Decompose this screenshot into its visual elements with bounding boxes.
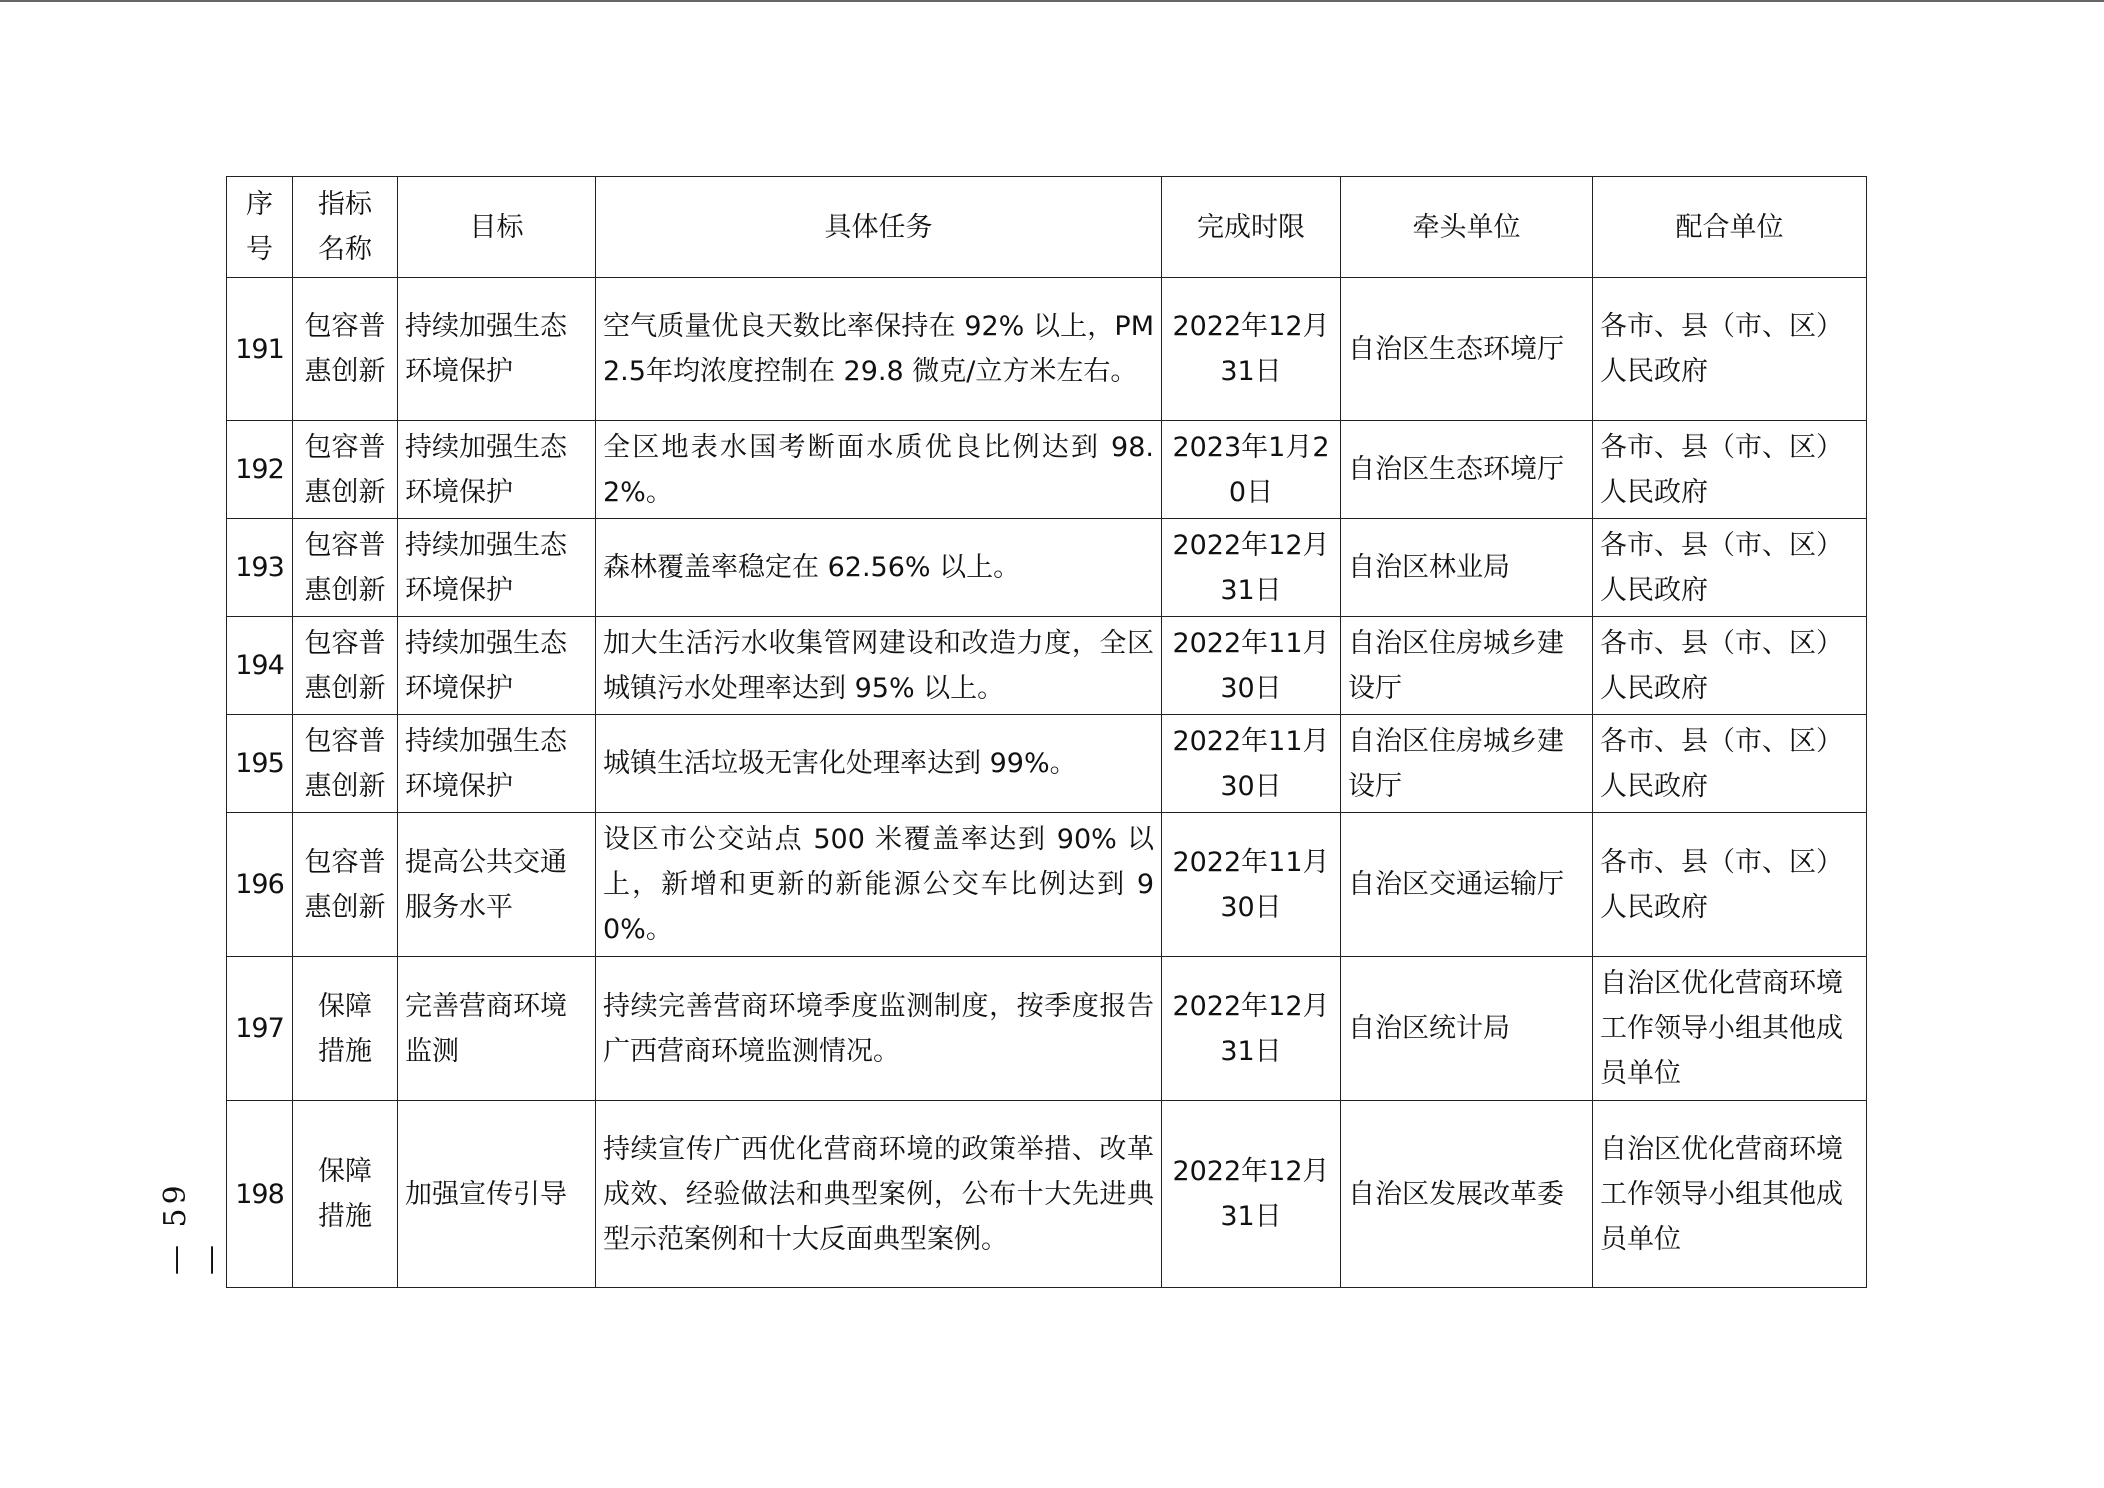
row-goal: 持续加强生态环境保护 xyxy=(398,421,596,519)
row-cooperate: 各市、县（市、区）人民政府 xyxy=(1593,519,1867,617)
row-cooperate: 各市、县（市、区）人民政府 xyxy=(1593,421,1867,519)
table-row xyxy=(227,278,1867,421)
table-row xyxy=(227,519,1867,617)
row-indicator: 包容普惠创新 xyxy=(293,278,398,421)
row-deadline: 2023年1月20日 xyxy=(1162,421,1341,519)
row-cooperate: 各市、县（市、区）人民政府 xyxy=(1593,813,1867,957)
row-goal: 持续加强生态环境保护 xyxy=(398,278,596,421)
row-task: 城镇生活垃圾无害化处理率达到 99%。 xyxy=(596,715,1162,813)
row-deadline: 2022年12月31日 xyxy=(1162,1101,1341,1288)
row-deadline: 2022年12月31日 xyxy=(1162,278,1341,421)
table-row xyxy=(227,421,1867,519)
row-goal: 持续加强生态环境保护 xyxy=(398,617,596,715)
header-task: 具体任务 xyxy=(596,177,1162,278)
table-row xyxy=(227,715,1867,813)
row-lead: 自治区统计局 xyxy=(1341,957,1593,1101)
header-deadline: 完成时限 xyxy=(1162,177,1341,278)
row-deadline: 2022年11月30日 xyxy=(1162,617,1341,715)
row-num: 191 xyxy=(227,278,293,421)
table-row xyxy=(227,957,1867,1101)
row-task: 空气质量优良天数比率保持在 92% 以上，PM2.5年均浓度控制在 29.8 微克/立方米左右。 xyxy=(596,278,1162,421)
header-goal: 目标 xyxy=(398,177,596,278)
row-num: 196 xyxy=(227,813,293,957)
table-row xyxy=(227,1101,1867,1288)
row-goal: 提高公共交通服务水平 xyxy=(398,813,596,957)
row-deadline: 2022年11月30日 xyxy=(1162,813,1341,957)
row-task: 加大生活污水收集管网建设和改造力度，全区城镇污水处理率达到 95% 以上。 xyxy=(596,617,1162,715)
row-deadline: 2022年12月31日 xyxy=(1162,957,1341,1101)
row-lead: 自治区发展改革委 xyxy=(1341,1101,1593,1288)
table-row xyxy=(227,617,1867,715)
row-cooperate: 各市、县（市、区）人民政府 xyxy=(1593,278,1867,421)
row-indicator: 包容普惠创新 xyxy=(293,813,398,957)
row-cooperate: 各市、县（市、区）人民政府 xyxy=(1593,617,1867,715)
row-task: 森林覆盖率稳定在 62.56% 以上。 xyxy=(596,519,1162,617)
row-task: 设区市公交站点 500 米覆盖率达到 90% 以上，新增和更新的新能源公交车比例达到 90%。 xyxy=(596,813,1162,957)
row-indicator: 包容普惠创新 xyxy=(293,519,398,617)
row-num: 193 xyxy=(227,519,293,617)
row-num: 195 xyxy=(227,715,293,813)
header-indicator: 指标名称 xyxy=(293,177,398,278)
row-task: 全区地表水国考断面水质优良比例达到 98.2%。 xyxy=(596,421,1162,519)
row-indicator: 包容普惠创新 xyxy=(293,421,398,519)
row-lead: 自治区住房城乡建设厅 xyxy=(1341,715,1593,813)
row-deadline: 2022年11月30日 xyxy=(1162,715,1341,813)
row-cooperate: 自治区优化营商环境工作领导小组其他成员单位 xyxy=(1593,957,1867,1101)
task-table xyxy=(226,176,1867,1288)
row-indicator: 包容普惠创新 xyxy=(293,715,398,813)
table-header-row xyxy=(227,177,1867,278)
row-lead: 自治区生态环境厅 xyxy=(1341,421,1593,519)
row-indicator: 保障措施 xyxy=(293,1101,398,1288)
table-row xyxy=(227,813,1867,957)
row-num: 198 xyxy=(227,1101,293,1288)
row-goal: 加强宣传引导 xyxy=(398,1101,596,1288)
page-border-line xyxy=(0,0,2104,2)
row-lead: 自治区生态环境厅 xyxy=(1341,278,1593,421)
header-lead: 牵头单位 xyxy=(1341,177,1593,278)
header-num: 序号 xyxy=(227,177,293,278)
page-number: — 59 — xyxy=(158,1181,228,1275)
row-num: 197 xyxy=(227,957,293,1101)
row-indicator: 保障措施 xyxy=(293,957,398,1101)
row-deadline: 2022年12月31日 xyxy=(1162,519,1341,617)
row-task: 持续完善营商环境季度监测制度，按季度报告广西营商环境监测情况。 xyxy=(596,957,1162,1101)
row-cooperate: 自治区优化营商环境工作领导小组其他成员单位 xyxy=(1593,1101,1867,1288)
row-lead: 自治区住房城乡建设厅 xyxy=(1341,617,1593,715)
header-cooperate: 配合单位 xyxy=(1593,177,1867,278)
row-num: 194 xyxy=(227,617,293,715)
row-goal: 持续加强生态环境保护 xyxy=(398,715,596,813)
row-goal: 持续加强生态环境保护 xyxy=(398,519,596,617)
row-goal: 完善营商环境监测 xyxy=(398,957,596,1101)
row-task: 持续宣传广西优化营商环境的政策举措、改革成效、经验做法和典型案例，公布十大先进典型示范案例和十大反面典型案例。 xyxy=(596,1101,1162,1288)
row-lead: 自治区交通运输厅 xyxy=(1341,813,1593,957)
row-lead: 自治区林业局 xyxy=(1341,519,1593,617)
row-cooperate: 各市、县（市、区）人民政府 xyxy=(1593,715,1867,813)
row-indicator: 包容普惠创新 xyxy=(293,617,398,715)
row-num: 192 xyxy=(227,421,293,519)
